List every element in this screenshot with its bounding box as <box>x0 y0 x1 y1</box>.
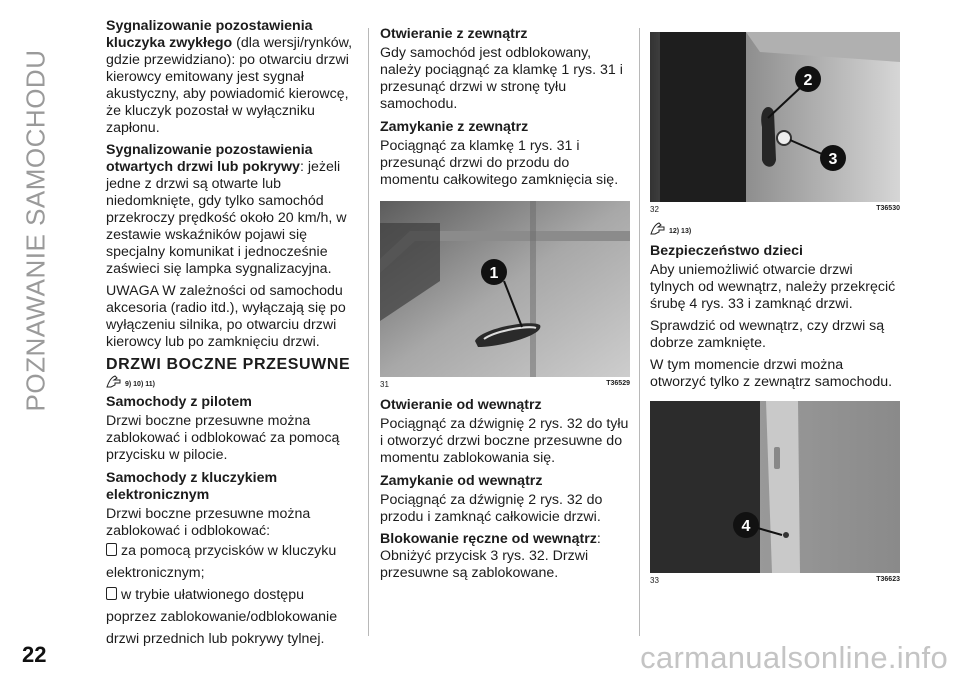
subheading: Otwieranie od wewnątrz <box>380 397 542 413</box>
paragraph-text: Sprawdzić od wewnątrz, czy drzwi są dobrze zamknięte. <box>650 318 885 351</box>
paragraph-text: Gdy samochód jest odblokowany, należy pociągnąć za klamkę 1 rys. 31 i przesunąć drzwi w stronę tyłu samochodu. <box>380 45 623 112</box>
subheading: Zamykanie z zewnątrz <box>380 119 529 135</box>
warning-hand-icon <box>106 375 121 388</box>
paragraph-text: (dla wersji/rynków, gdzie przewidziano): po otwarciu drzwi kierowcy emitowany jest sygnał akustyczny, aby powiadomić kierowcę, że kluczyk pozostał w wyłączniku zapłonu. <box>106 35 353 136</box>
figure-caption <box>380 377 630 389</box>
paragraph-text: : Obniżyć przycisk 3 rys. 32. Drzwi przesuwne są zablokowane. <box>380 531 601 581</box>
subheading: Zamykanie od wewnątrz <box>380 473 543 489</box>
paragraph-text: Drzwi boczne przesuwne można zablokować i odblokować: <box>106 506 311 539</box>
paragraph-text: Drzwi boczne przesuwne można zablokować i odblokować za pomocą przycisku w pilocie. <box>106 413 340 463</box>
paragraph-text: : jeżeli jedne z drzwi są otwarte lub niedomknięte, gdy tylko samochód przekroczy prędkość około 20 km/h, w zestawie wskaźników pojawi się specjalny komunikat i jednocześnie zaświeci się lampka sygnalizacyjna. <box>106 159 347 277</box>
paragraph-heading: Sygnalizowanie pozostawienia otwartych drzwi lub pokrywy <box>106 142 313 175</box>
warning-refs: 12) 13) <box>669 228 692 235</box>
callout-label: 1 <box>489 265 499 282</box>
callout-label: 4 <box>741 518 751 535</box>
paragraph-text: Pociągnąć za klamkę 1 rys. 31 i przesunąć drzwi do przodu do momentu całkowitego zamknięcia się. <box>380 138 619 188</box>
child-lock-image <box>650 401 900 573</box>
checkbox-bullet-icon <box>106 587 117 600</box>
subheading: Bezpieczeństwo dzieci <box>650 243 803 259</box>
figure-number: 32 <box>650 205 659 214</box>
figure-code: T36529 <box>606 380 630 387</box>
figure-number: 33 <box>650 576 659 585</box>
paragraph-heading: Sygnalizowanie pozostawienia kluczyka zwykłego <box>106 18 313 51</box>
figure-caption <box>650 202 900 214</box>
callout-label: 2 <box>803 72 813 89</box>
paragraph-door-open-warning <box>106 142 356 278</box>
warning-reference <box>650 222 900 235</box>
paragraph-note: UWAGA W zależności od samochodu akcesoria (radio itd.), wyłączają się po wyłączeniu silnika, po otwarciu drzwi kierowcy lub po zamknięciu drzwi. <box>106 283 346 350</box>
column-divider <box>368 28 369 636</box>
column-2 <box>380 18 630 587</box>
warning-reference <box>106 375 356 388</box>
section-title: DRZWI BOCZNE PRZESUWNE <box>106 356 351 373</box>
figure-32 <box>650 32 900 214</box>
door-handle-image <box>380 201 630 377</box>
subheading: Samochody z kluczykiem elektronicznym <box>106 470 278 503</box>
warning-refs: 9) 10) 11) <box>125 381 155 388</box>
column-3 <box>650 18 900 585</box>
column-1 <box>106 18 356 650</box>
paragraph-text: Aby uniemożliwić otwarcie drzwi tylnych od wewnątrz, należy przekręcić śrubę 4 rys. 33 i zamknąć drzwi. <box>650 262 896 312</box>
site-watermark: carmanualsonline.info <box>640 640 948 675</box>
figure-number: 31 <box>380 380 389 389</box>
paragraph-heading: Blokowanie ręczne od wewnątrz <box>380 531 597 547</box>
figure-code: T36530 <box>876 205 900 212</box>
inner-lever-image <box>650 32 900 202</box>
subheading: Otwieranie z zewnątrz <box>380 26 528 42</box>
list-item: za pomocą przycisków w kluczyku elektronicznym; <box>106 543 337 581</box>
figure-33 <box>650 401 900 585</box>
figure-code: T36623 <box>876 576 900 583</box>
warning-hand-icon <box>650 222 665 235</box>
figure-caption <box>650 573 900 585</box>
page-number: 22 <box>22 642 47 667</box>
subheading: Samochody z pilotem <box>106 394 252 410</box>
paragraph-text: Pociągnąć za dźwignię 2 rys. 32 do przodu i zamknąć całkowicie drzwi. <box>380 492 603 525</box>
chapter-side-title: POZNAWANIE SAMOCHODU <box>20 49 51 411</box>
paragraph-text: W tym momencie drzwi można otworzyć tylko z zewnątrz samochodu. <box>650 357 893 390</box>
list-item: w trybie ułatwionego dostępu poprzez zablokowanie/odblokowanie drzwi przednich lub pokrywy tylnej. <box>106 587 338 647</box>
column-divider <box>639 28 640 636</box>
paragraph-key-warning <box>106 18 356 137</box>
callout-label: 3 <box>828 151 838 168</box>
figure-31 <box>380 201 630 389</box>
checkbox-bullet-icon <box>106 543 117 556</box>
paragraph-text: Pociągnąć za dźwignię 2 rys. 32 do tyłu i otworzyć drzwi boczne przesuwne do momentu zablokowania się. <box>380 416 629 466</box>
paragraph-manual-lock <box>380 531 630 582</box>
